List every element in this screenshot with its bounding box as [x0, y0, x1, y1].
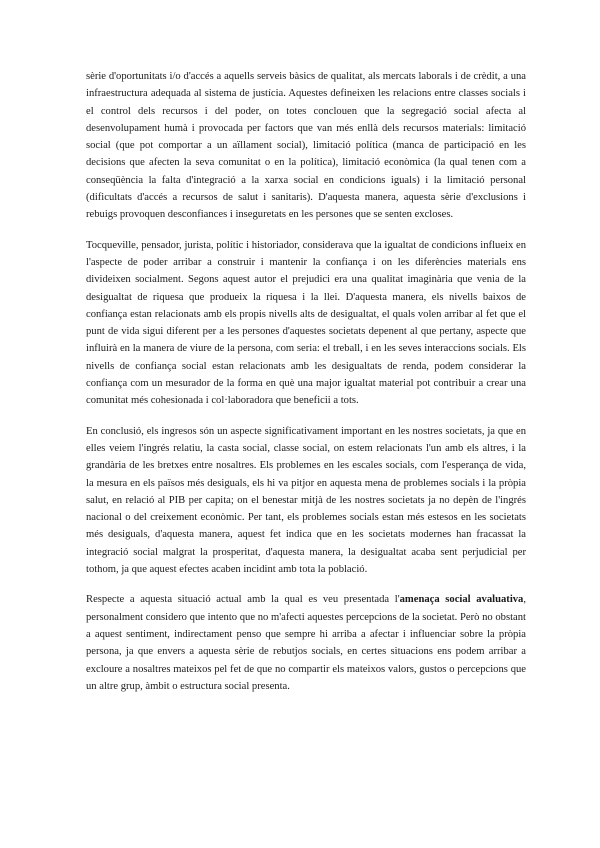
paragraph-tocqueville: Tocqueville, pensador, jurista, polític i historiador, considerava que la igualtat de condicions influeix en l'aspecte de poder arribar a construir i mantenir la confiança i on les diferències materials ens divideixen socialment. Segons aquest autor el prejudici era una qualitat imaginària que venia de la desigualtat de riquesa que produeix la riquesa i la llei. D'aquesta manera, els nivells baixos de confiança estan relacionats amb els propis nivells alts de desigualtat, el quals volen arribar al fet que el punt de vida sigui diferent per a les persones d'aquestes societats depenent al que pertany, aspecte que influirà en la manera de viure de la persona, com seria: el treball, i en les seves interaccions socials. Els nivells de confiança social estan relacionats amb les desigualtats de renda, podem considerar la confiança com un mesurador de la forma en què una major igualtat material pot contribuir a crear una comunitat més cohesionada i col·laboradora que beneficii a tots.: [86, 239, 526, 407]
document-page: [86, 68, 526, 695]
bold-term: amenaça social avaluativa: [399, 594, 524, 606]
paragraph-personal-opinion: [86, 591, 526, 695]
paragraph-opinion-intro: Respecte a aquesta situació actual amb la qual es veu presentada l': [86, 594, 400, 606]
paragraph-opinion-body: , personalment considero que intento que no m'afecti aquestes percepcions de la societat. Però no obstant a aquest sentiment, indirectament penso que sempre hi arriba a afectar i influenciar sobre la pròpia persona, ja que envers a aquesta sèrie de rebutjos socials, en certes situacions ens podem arribar a excloure a nosaltres mateixos pel fet de que no compartir els mateixos valors, gustos o percepcions que un altre grup, àmbit o estructura social presenta.: [86, 594, 527, 692]
paragraph-social-exclusion: sèrie d'oportunitats i/o d'accés a aquells serveis bàsics de qualitat, als mercats laborals i de crèdit, a una infraestructura adequada al sistema de justícia. Aquestes defineixen les relacions entre classes socials i el control dels recursos i del poder, on totes conclouen que la segregació social afecta al desenvolupament humà i provocada per factors que van més enllà dels recursos materials: limitació social (que pot comportar a un aïllament social), limitació política (manca de participació en les decisions que afecten la seva comunitat o en la política), limitació econòmica (la qual tenen com a conseqüència la falta d'integració a la xarxa social en condicions iguals) i la limitació personal (dificultats d'accés a recursos de salut i sanitaris). D'aquesta manera, aquesta sèrie d'exclusions i rebuigs provoquen desconfiances i inseguretats en les persones que se senten excloses.: [86, 71, 526, 221]
paragraph-conclusion: En conclusió, els ingresos són un aspecte significativament important en les nostres societats, ja que en elles veiem l'ingrés relatiu, la casta social, classe social, on estem relacionats l'un amb els altres, i la grandària de les bretxes entre nosaltres. Els problemes en les escales socials, com l'esperança de vida, la mesura en els països més desiguals, els hi va pitjor en aquesta mena de problemes socials i la pròpia salut, en relació al PIB per capita; on el benestar mitjà de les nostres societats ja no depèn de l'ingrés nacional o del creixement econòmic. Per tant, els problemes socials estan més estesos en les societats més desiguals, d'aquesta manera, aquest fet indica que en les societats modernes han fracassat la integració social malgrat la prosperitat, d'aquesta manera, la desigualtat acaba sent perjudicial per tothom, ja que aquest efectes acaben incidint amb tota la població.: [86, 425, 526, 576]
